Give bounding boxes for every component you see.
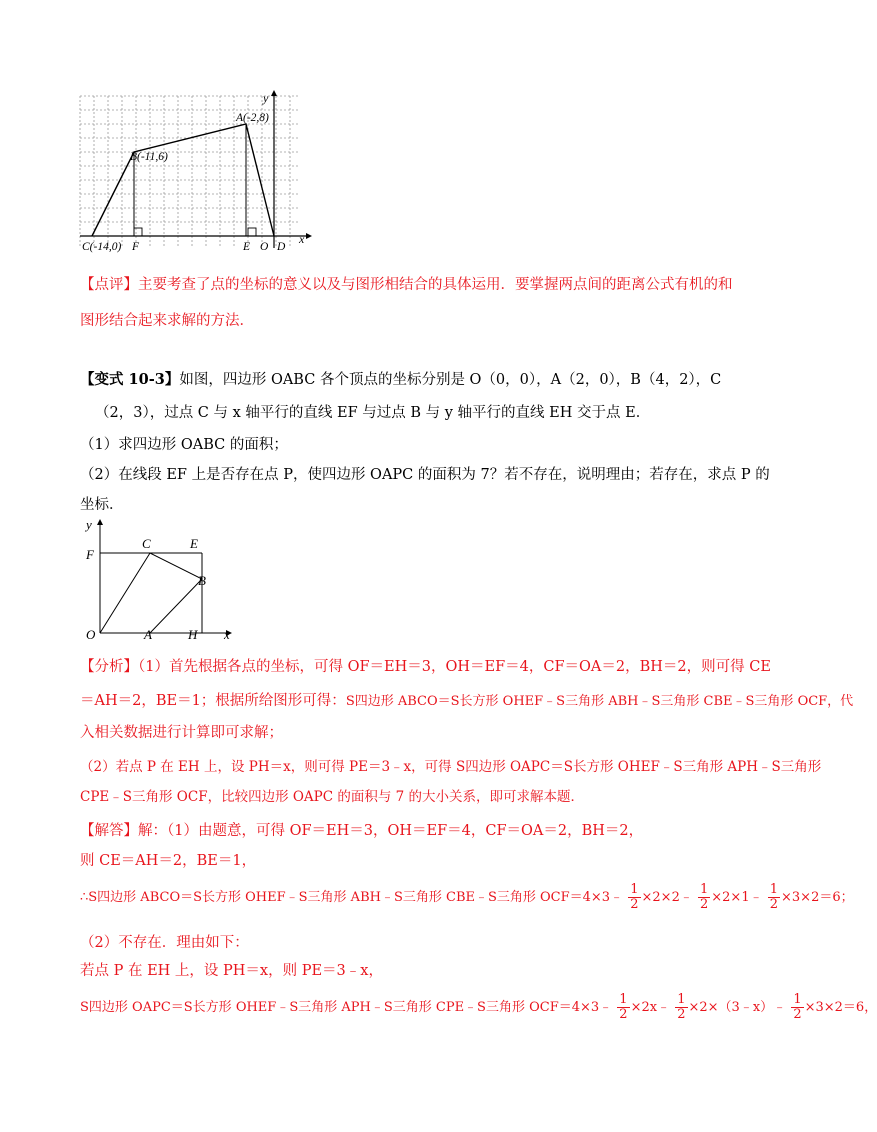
fig1-label-x: x	[299, 232, 305, 246]
analysis-line-2	[80, 691, 853, 712]
analysis-line-5: CPE﹣S三角形 OCF，比较四边形 OAPC 的面积与 7 的大小关系，即可求解本题．	[80, 789, 585, 805]
solution-line-3-a: ×2×2﹣	[641, 890, 693, 905]
solution-line-6-b: ×2×（3﹣x）﹣	[688, 1000, 787, 1015]
fraction-half: $\frac{1}{2}$	[677, 992, 686, 1022]
fig1-label-F: F	[132, 241, 140, 253]
fig2-label-H: H	[188, 627, 198, 642]
solution-line-3	[80, 881, 854, 915]
figure-rectangle-quadrilateral	[80, 515, 240, 645]
fraction-half: $\frac{1}{2}$	[699, 882, 709, 912]
problem-line-2: （2，3），过点 C 与 x 轴平行的直线 EF 与过点 B 与 y 轴平行的直线 EH 交于点 E．	[95, 405, 651, 421]
solution-line-2: 则 CE＝AH＝2，BE＝1，	[80, 853, 257, 869]
review-line-1: 【点评】主要考查了点的坐标的意义以及与图形相结合的具体运用．要掌握两点间的距离公式有机的和	[80, 277, 733, 293]
fig2-label-x: x	[224, 627, 230, 642]
analysis-line-2-text: ＝AH＝2，BE＝1；根据所给图形可得：	[80, 693, 346, 709]
review-line-2: 图形结合起来求解的方法．	[80, 313, 254, 329]
solution-line-3-b: ×2×1﹣	[711, 890, 763, 905]
fig2-label-F: F	[86, 547, 94, 562]
analysis-line-2-formula: S四边形 ABCO＝S长方形 OHEF﹣S三角形 ABH﹣S三角形 CBE﹣S三角形 OCF，代	[345, 694, 854, 709]
analysis-line-4: （2）若点 P 在 EH 上，设 PH＝x，则可得 PE＝3﹣x，可得 S四边形 OAPC＝S长方形 OHEF﹣S三角形 APH﹣S三角形	[80, 759, 822, 775]
fig2-label-O: O	[86, 627, 96, 642]
fraction-half: $\frac{1}{2}$	[630, 882, 639, 912]
analysis-line-3: 入相关数据进行计算即可求解；	[80, 725, 283, 741]
problem-head: 【变式 10-3】	[80, 371, 180, 388]
figure-grid-quadrilateral	[78, 90, 313, 253]
fig1-label-D: D	[277, 241, 286, 253]
fraction-half: $\frac{1}{2}$	[619, 992, 628, 1022]
problem-line-1	[80, 370, 721, 390]
fig1-label-O: O	[260, 241, 269, 253]
solution-line-6	[80, 991, 877, 1025]
fig1-label-C: C(-14,0)	[82, 241, 122, 253]
fig1-label-B: B(-11,6)	[130, 151, 168, 163]
fig1-label-A: A(-2,8)	[236, 112, 269, 124]
fig2-label-A: A	[144, 627, 152, 642]
problem-line-1-text: 如图，四边形 OABC 各个顶点的坐标分别是 O（0，0），A（2，0），B（4，2），C	[179, 372, 722, 388]
fig2-label-E: E	[190, 536, 198, 551]
solution-line-6-a: ×2x﹣	[630, 1000, 671, 1015]
fig1-label-y: y	[263, 91, 269, 105]
solution-line-4: （2）不存在．理由如下：	[80, 935, 249, 951]
fraction-half: $\frac{1}{2}$	[769, 882, 779, 912]
fig2-label-B: B	[198, 573, 206, 588]
question-2-line-2: 坐标．	[80, 497, 124, 513]
solution-line-5: 若点 P 在 EH 上，设 PH＝x，则 PE＝3﹣x，	[80, 963, 383, 979]
fig2-label-y: y	[86, 517, 92, 532]
question-2-line-1: （2）在线段 EF 上是否存在点 P，使四边形 OAPC 的面积为 7？若不存在，说明理由；若存在，求点 P 的	[80, 467, 770, 483]
solution-line-1: 【解答】解：（1）由题意，可得 OF＝EH＝3，OH＝EF＝4，CF＝OA＝2，BH＝2，	[80, 823, 644, 839]
fig2-label-C: C	[142, 536, 151, 551]
analysis-line-1: 【分析】（1）首先根据各点的坐标，可得 OF＝EH＝3，OH＝EF＝4，CF＝OA＝2，BH＝2，则可得 CE	[80, 659, 771, 675]
solution-line-3-prefix: ∴S四边形 ABCO＝S长方形 OHEF﹣S三角形 ABH﹣S三角形 CBE﹣S三角形 OCF＝4×3﹣	[80, 890, 624, 905]
solution-line-6-c: ×3×2＝6，	[804, 1000, 877, 1015]
solution-line-3-c: ×3×2＝6；	[781, 890, 854, 905]
fig1-label-E: E	[243, 241, 251, 253]
solution-line-6-prefix: S四边形 OAPC＝S长方形 OHEF﹣S三角形 APH﹣S三角形 CPE﹣S三角形 OCF＝4×3﹣	[80, 1000, 613, 1015]
question-1: （1）求四边形 OABC 的面积；	[80, 437, 288, 453]
fraction-half: $\frac{1}{2}$	[793, 992, 802, 1022]
